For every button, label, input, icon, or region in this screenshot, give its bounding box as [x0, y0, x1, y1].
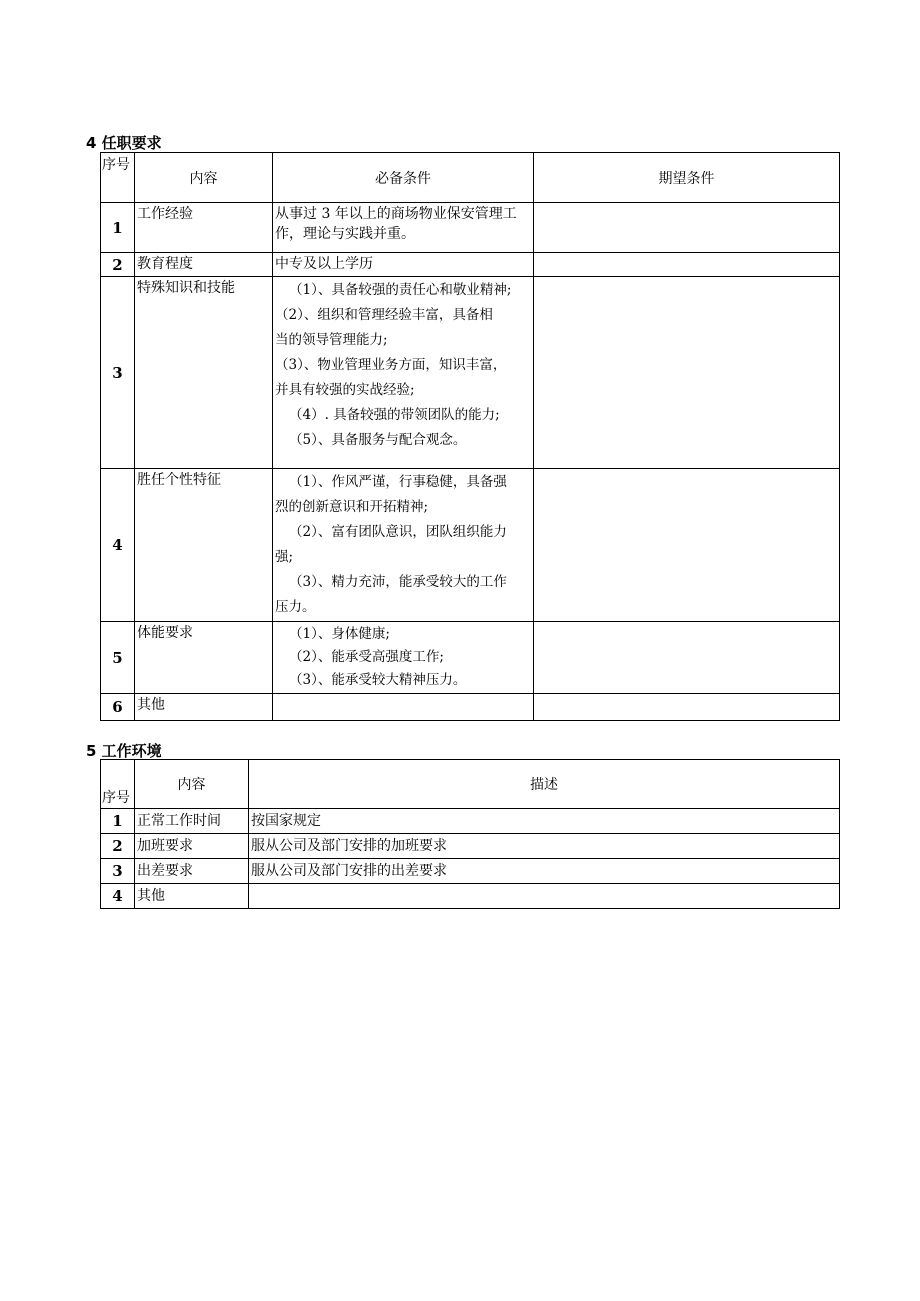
table-row [101, 809, 840, 834]
header-seq: 序号 [101, 153, 135, 203]
table-row [101, 834, 840, 859]
row-seq: 2 [101, 253, 135, 277]
row-content: 出差要求 [135, 859, 249, 884]
required-line: 当的领导管理能力; [275, 332, 388, 348]
table-header-row [101, 760, 840, 809]
row-desired [534, 253, 840, 277]
required-line: 从事过 3 年以上的商场物业保安管理工 [275, 206, 517, 222]
required-line: （4）. 具备较强的带领团队的能力; [289, 407, 500, 423]
row-content: 教育程度 [135, 253, 273, 277]
row-content: 胜任个性特征 [135, 469, 273, 622]
row-content: 正常工作时间 [135, 809, 249, 834]
required-line: （3）、能承受较大精神压力。 [289, 672, 467, 688]
header-seq: 序号 [101, 760, 135, 809]
row-content: 其他 [135, 884, 249, 909]
table-row [101, 253, 840, 277]
row-seq: 1 [101, 809, 135, 834]
row-desc: 服从公司及部门安排的出差要求 [249, 859, 840, 884]
row-desired [534, 622, 840, 694]
row-seq: 1 [101, 203, 135, 253]
work-environment-table [100, 759, 840, 909]
required-line: （1）、作风严谨，行事稳健，具备强 [289, 474, 507, 490]
row-required [273, 694, 534, 721]
row-content: 加班要求 [135, 834, 249, 859]
required-line: （3）、物业管理业务方面，知识丰富， [275, 357, 507, 373]
header-content: 内容 [135, 153, 273, 203]
row-content: 体能要求 [135, 622, 273, 694]
header-required: 必备条件 [273, 153, 534, 203]
row-desired [534, 694, 840, 721]
table-row [101, 884, 840, 909]
section-4-title: 4 任职要求 [86, 134, 162, 152]
row-desired [534, 277, 840, 469]
section-5-title: 5 工作环境 [86, 742, 162, 760]
row-required [273, 622, 534, 694]
header-content: 内容 [135, 760, 249, 809]
required-line: 并具有较强的实战经验; [275, 382, 415, 398]
row-content: 其他 [135, 694, 273, 721]
required-line: （1）、身体健康; [289, 626, 390, 642]
requirements-table [100, 152, 840, 721]
required-line: （2）、能承受高强度工作; [289, 649, 444, 665]
row-content: 工作经验 [135, 203, 273, 253]
required-line: （3）、精力充沛，能承受较大的工作 [289, 574, 507, 590]
row-desc [249, 884, 840, 909]
required-line: 压力。 [275, 599, 316, 615]
row-seq: 3 [101, 277, 135, 469]
required-line: 烈的创新意识和开拓精神; [275, 499, 429, 515]
row-required [273, 277, 534, 469]
row-required [273, 203, 534, 253]
row-desired [534, 469, 840, 622]
row-required: 中专及以上学历 [273, 253, 534, 277]
required-line: 强; [275, 549, 294, 565]
row-seq: 3 [101, 859, 135, 884]
table-row [101, 469, 840, 622]
header-desc: 描述 [249, 760, 840, 809]
row-seq: 2 [101, 834, 135, 859]
table-row [101, 694, 840, 721]
row-required [273, 469, 534, 622]
row-desc: 按国家规定 [249, 809, 840, 834]
required-line: （2）、组织和管理经验丰富，具备相 [275, 307, 493, 323]
required-line: （2）、富有团队意识，团队组织能力 [289, 524, 507, 540]
required-line: 作，理论与实践并重。 [275, 226, 415, 242]
required-line: （1）、具备较强的责任心和敬业精神; [289, 282, 512, 298]
table-row [101, 203, 840, 253]
table-header-row [101, 153, 840, 203]
row-desired [534, 203, 840, 253]
row-seq: 5 [101, 622, 135, 694]
row-content: 特殊知识和技能 [135, 277, 273, 469]
table-row [101, 859, 840, 884]
required-line: （5）、具备服务与配合观念。 [289, 432, 467, 448]
header-desired: 期望条件 [534, 153, 840, 203]
row-seq: 4 [101, 469, 135, 622]
row-seq: 6 [101, 694, 135, 721]
table-row [101, 622, 840, 694]
table-row [101, 277, 840, 469]
row-seq: 4 [101, 884, 135, 909]
row-desc: 服从公司及部门安排的加班要求 [249, 834, 840, 859]
